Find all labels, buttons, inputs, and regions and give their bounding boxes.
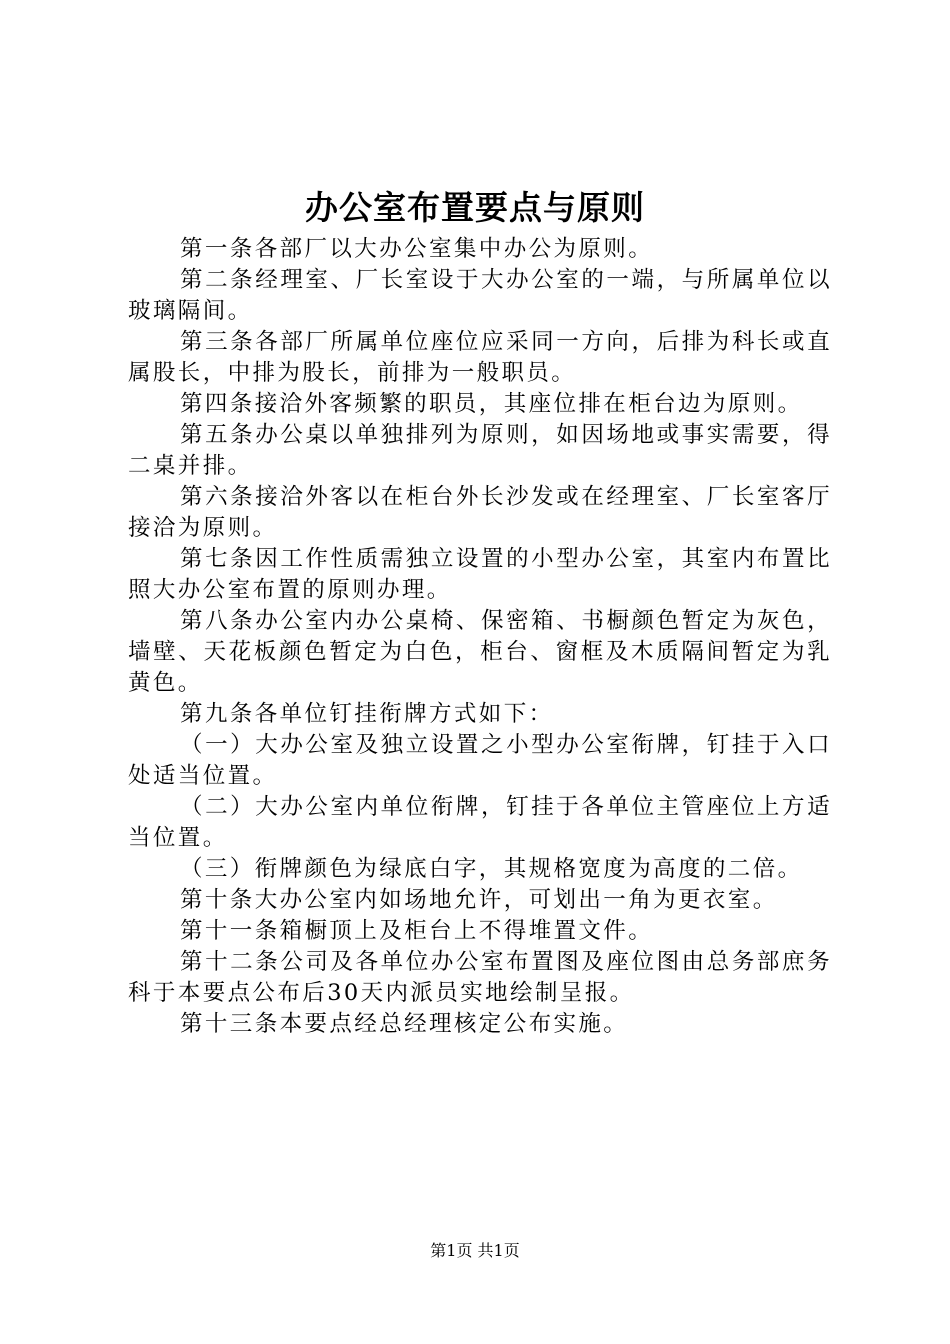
article-13: 第十三条本要点经总经理核定公布实施。 <box>180 1011 629 1037</box>
article-9-item-3: （三）衔牌颜色为绿底白字，其规格宽度为高度的二倍。 <box>180 856 803 882</box>
document-body <box>128 234 832 1040</box>
page-footer: 第1页 共1页 <box>430 1241 520 1260</box>
article-11: 第十一条箱橱顶上及柜台上不得堆置文件。 <box>180 918 654 944</box>
article-8: 第八条办公室内办公桌椅、保密箱、书橱颜色暂定为灰色，墙壁、天花板颜色暂定为白色，柜台、窗框及木质隔间暂定为乳黄色。 <box>128 608 832 696</box>
article-2: 第二条经理室、厂长室设于大办公室的一端，与所属单位以玻璃隔间。 <box>128 267 832 324</box>
article-5: 第五条办公桌以单独排列为原则，如因场地或事实需要，得二桌并排。 <box>128 422 832 479</box>
article-1: 第一条各部厂以大办公室集中办公为原则。 <box>180 236 654 262</box>
document-title: 办公室布置要点与原则 <box>305 188 645 227</box>
article-3: 第三条各部厂所属单位座位应采同一方向，后排为科长或直属股长，中排为股长，前排为一般职员。 <box>128 329 832 386</box>
article-4: 第四条接洽外客频繁的职员，其座位排在柜台边为原则。 <box>180 391 803 417</box>
article-9-item-2: （二）大办公室内单位衔牌，钉挂于各单位主管座位上方适当位置。 <box>128 794 832 851</box>
article-7: 第七条因工作性质需独立设置的小型办公室，其室内布置比照大办公室布置的原则办理。 <box>128 546 832 603</box>
article-12: 第十二条公司及各单位办公室布置图及座位图由总务部庶务科于本要点公布后30天内派员实地绘制呈报。 <box>128 949 832 1006</box>
article-9: 第九条各单位钉挂衔牌方式如下： <box>180 701 554 727</box>
article-9-item-1: （一）大办公室及独立设置之小型办公室衔牌，钉挂于入口处适当位置。 <box>128 732 832 789</box>
article-6: 第六条接洽外客以在柜台外长沙发或在经理室、厂长室客厅接洽为原则。 <box>128 484 832 541</box>
article-10: 第十条大办公室内如场地允许，可划出一角为更衣室。 <box>180 887 778 913</box>
